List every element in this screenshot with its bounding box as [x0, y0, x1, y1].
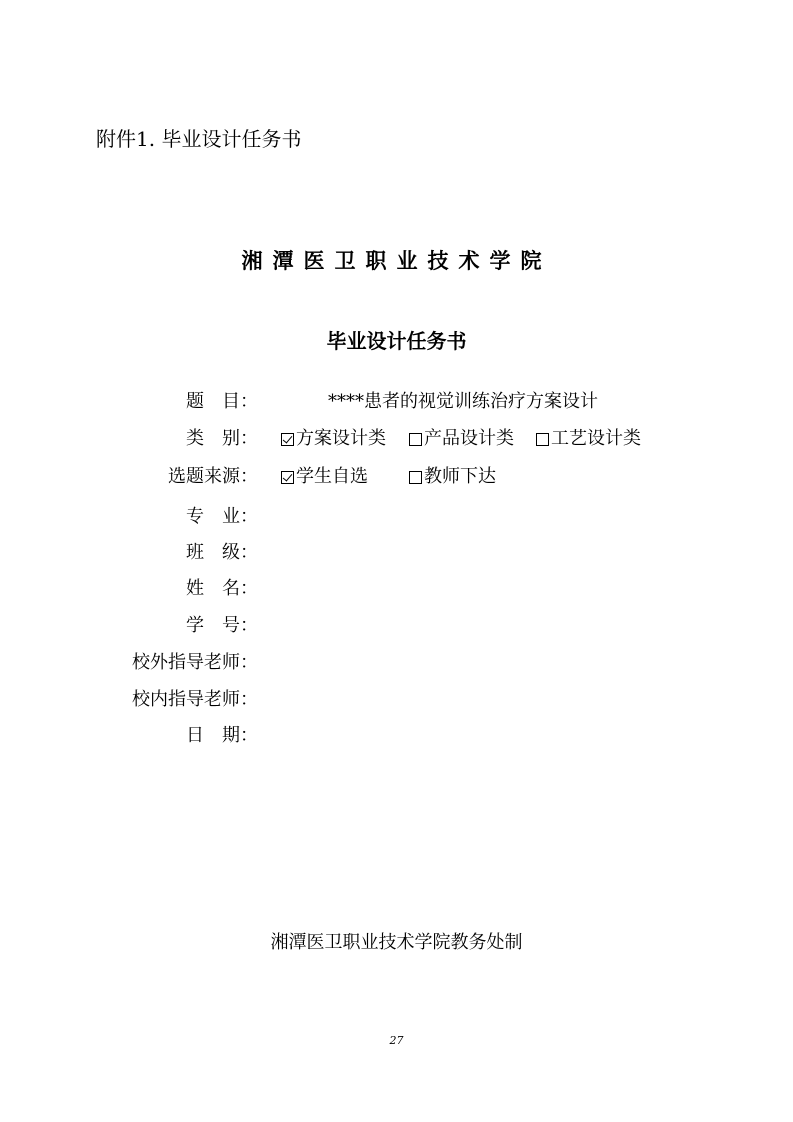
category-option-product[interactable] — [409, 425, 514, 453]
external-advisor-row — [0, 649, 793, 677]
source-option-student[interactable] — [281, 463, 368, 491]
date-row — [0, 722, 793, 750]
attachment-heading: 附件1. 毕业设计任务书 — [96, 127, 302, 151]
class-label: 班 级： — [186, 542, 258, 563]
major-row — [0, 503, 793, 531]
source-option-label: 教师下达 — [424, 466, 496, 487]
date-label: 日 期： — [186, 725, 258, 746]
school-name: 湘潭医卫职业技术学院 — [241, 249, 552, 273]
source-option-label: 学生自选 — [296, 466, 368, 487]
name-row — [0, 575, 793, 603]
checked-box-icon[interactable] — [281, 471, 294, 484]
checkbox-icon[interactable] — [536, 433, 549, 446]
document-title: 毕业设计任务书 — [326, 329, 467, 353]
checkbox-icon[interactable] — [409, 471, 422, 484]
source-label: 选题来源： — [168, 466, 258, 487]
external-advisor-label: 校外指导老师： — [132, 652, 258, 673]
category-label: 类 别： — [186, 428, 258, 449]
page-number: 27 — [389, 1034, 404, 1047]
category-row — [0, 425, 793, 453]
class-row — [0, 539, 793, 567]
checked-box-icon[interactable] — [281, 433, 294, 446]
student-id-row — [0, 612, 793, 640]
topic-label: 题 目： — [186, 391, 258, 412]
source-option-teacher[interactable] — [409, 463, 496, 491]
checkbox-icon[interactable] — [409, 433, 422, 446]
student-id-label: 学 号： — [186, 615, 258, 636]
category-option-label: 产品设计类 — [424, 428, 514, 449]
internal-advisor-row — [0, 686, 793, 714]
name-label: 姓 名： — [186, 578, 258, 599]
topic-row — [0, 388, 793, 416]
category-option-plan[interactable] — [281, 425, 386, 453]
internal-advisor-label: 校内指导老师： — [132, 689, 258, 710]
category-option-label: 工艺设计类 — [551, 428, 641, 449]
source-row — [0, 463, 793, 491]
topic-value: ****患者的视觉训练治疗方案设计 — [328, 391, 598, 412]
major-label: 专 业： — [186, 506, 258, 527]
issuer-footer: 湘潭医卫职业技术学院教务处制 — [270, 932, 523, 953]
category-option-label: 方案设计类 — [296, 428, 386, 449]
category-option-process[interactable] — [536, 425, 641, 453]
